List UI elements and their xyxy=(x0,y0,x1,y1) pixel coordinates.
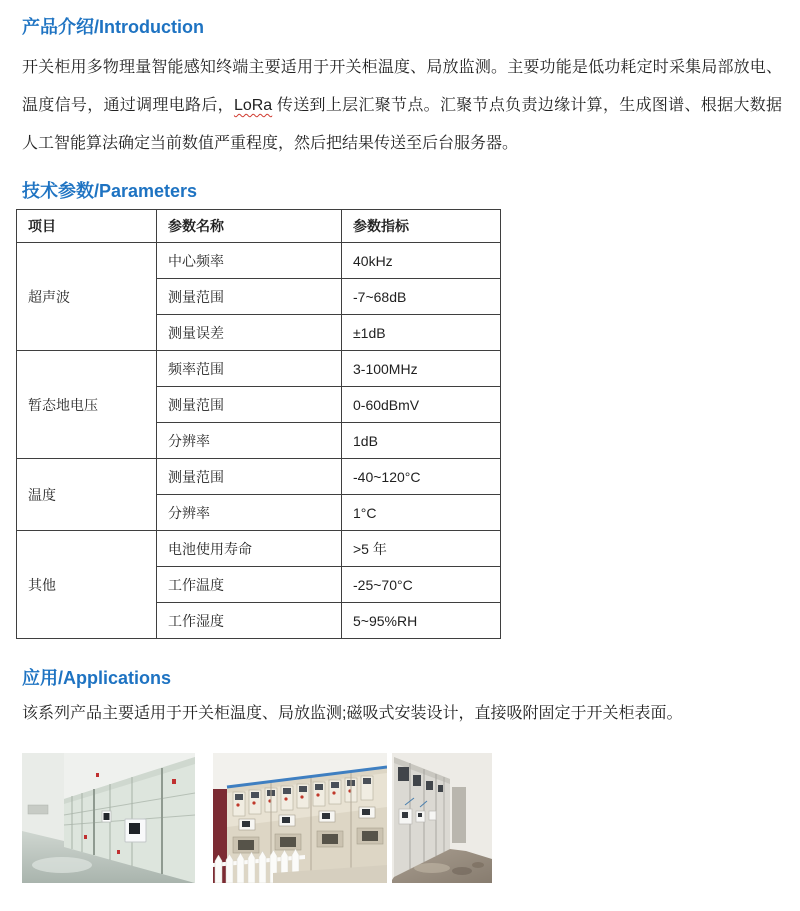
param-value-cell: 0-60dBmV xyxy=(342,387,501,423)
param-value-cell: 3-100MHz xyxy=(342,351,501,387)
photo-switchgear-panels-fence xyxy=(213,753,387,883)
parameters-table xyxy=(16,209,501,639)
table-header-cell: 项目 xyxy=(17,210,157,243)
applications-paragraph: 该系列产品主要适用于开关柜温度、局放监测;磁吸式安装设计，直接吸附固定于开关柜表面。 xyxy=(22,705,683,722)
photo-switchgear-corridor xyxy=(392,753,492,883)
application-photo-row xyxy=(22,753,780,883)
param-name-cell: 测量范围 xyxy=(157,387,342,423)
switchgear-room-photo-illustration xyxy=(22,753,195,883)
parameters-heading: 技术参数/Parameters xyxy=(22,181,198,201)
table-row xyxy=(17,351,501,387)
table-header-cell: 参数名称 xyxy=(157,210,342,243)
param-name-cell: 电池使用寿命 xyxy=(157,531,342,567)
table-row xyxy=(17,459,501,495)
param-name-cell: 测量误差 xyxy=(157,315,342,351)
param-value-cell: -25~70°C xyxy=(342,567,501,603)
param-name-cell: 工作温度 xyxy=(157,567,342,603)
param-value-cell: 1°C xyxy=(342,495,501,531)
table-row xyxy=(17,531,501,567)
intro-heading: 产品介绍/Introduction xyxy=(22,17,204,37)
intro-paragraph-part1: 开关柜用多物理量智能感知终端主要适用于开关柜温度、局放监测。主要功能是低功耗定时采集局部放电、温度信号，通过调理电路后， xyxy=(22,59,782,114)
table-header-cell: 参数指标 xyxy=(342,210,501,243)
param-value-cell: >5 年 xyxy=(342,531,501,567)
param-name-cell: 分辨率 xyxy=(157,423,342,459)
photo-switchgear-row-with-sensors xyxy=(22,753,195,883)
param-name-cell: 工作湿度 xyxy=(157,603,342,639)
switchgear-corridor-photo-illustration xyxy=(392,753,492,883)
item-group-cell: 温度 xyxy=(17,459,157,531)
param-name-cell: 中心频率 xyxy=(157,243,342,279)
param-value-cell: -40~120°C xyxy=(342,459,501,495)
table-header-row xyxy=(17,210,501,243)
item-group-cell: 暂态地电压 xyxy=(17,351,157,459)
param-value-cell: 40kHz xyxy=(342,243,501,279)
switchgear-panels-photo-illustration xyxy=(213,753,387,883)
param-value-cell: 5~95%RH xyxy=(342,603,501,639)
applications-heading: 应用/Applications xyxy=(22,668,172,688)
item-group-cell: 其他 xyxy=(17,531,157,639)
item-group-cell: 超声波 xyxy=(17,243,157,351)
param-name-cell: 频率范围 xyxy=(157,351,342,387)
param-name-cell: 测量范围 xyxy=(157,279,342,315)
param-name-cell: 测量范围 xyxy=(157,459,342,495)
param-name-cell: 分辨率 xyxy=(157,495,342,531)
param-value-cell: 1dB xyxy=(342,423,501,459)
table-row xyxy=(17,243,501,279)
intro-paragraph-part2: 传送到上层汇聚节点。汇聚节点负责边缘计算，生成图谱、根据大数据人工智能算法确定当前数值严重程度，然后把结果传送至后台服务器。 xyxy=(22,97,782,152)
param-value-cell: ±1dB xyxy=(342,315,501,351)
lora-spellcheck-word: LoRa xyxy=(233,97,273,114)
param-value-cell: -7~68dB xyxy=(342,279,501,315)
intro-paragraph xyxy=(22,49,782,163)
